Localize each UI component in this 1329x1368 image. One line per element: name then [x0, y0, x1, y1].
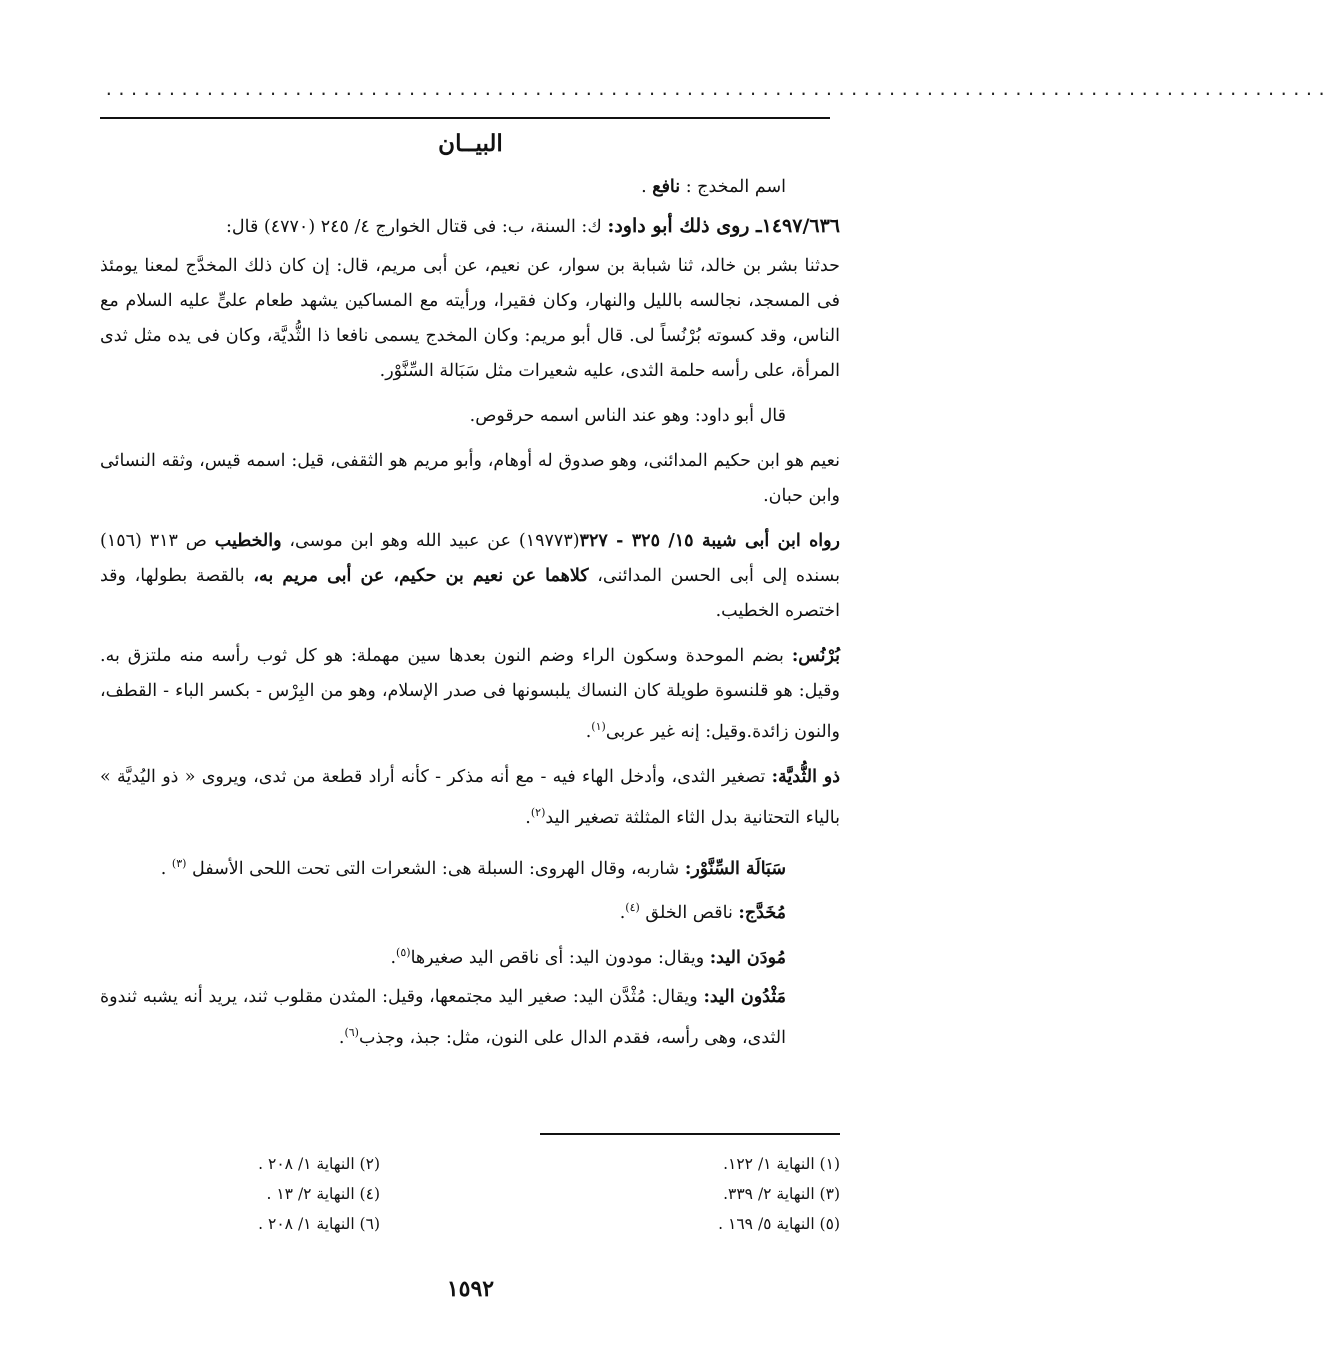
paragraph-mukhaddaj: مُخَدَّج: ناقص الخلق $^{(٤)}$.	[619, 901, 786, 924]
footnote-ref: (١)	[591, 720, 606, 733]
header-rule	[100, 117, 830, 119]
main-text	[100, 170, 840, 1066]
footnote-2: (٢) النهاية ١/ ٢٠٨ .	[258, 1155, 380, 1173]
footnote-ref: (٦)	[344, 1026, 359, 1040]
footnote-6: (٦) النهاية ١/ ٢٠٨ .	[258, 1215, 380, 1233]
footnote-rule	[540, 1133, 840, 1135]
name-bold: نافع	[652, 177, 681, 197]
paragraph-name: اسم المخدج : نافع .	[641, 177, 786, 197]
footnote-1: (١) النهاية ١/ ١٢٢.	[723, 1155, 840, 1173]
paragraph-sabala: سَبَالَة السِّنَّوْر: شاربه، وقال الهروى: السبلة هى: الشعرات التى تحت اللحى الأسفل $^{(٣)}$ .	[160, 856, 786, 879]
footnotes	[100, 1149, 840, 1239]
footnote-ref: (٥)	[396, 946, 411, 960]
paragraph-thudayya: ذو الثُّديَّة: تصغير الثدى، وأدخل الهاء فيه - مع أنه مذكر - كأنه أراد قطعة من ثدى، ويروى « ذو اليُديَّة » بالياء التحتانية بدل الثاء المثلثة تصغير اليد$^{(٢)}$.	[100, 766, 840, 828]
paragraph-abu-dawud: قال أبو داود: وهو عند الناس اسمه حرقوص.	[469, 406, 786, 426]
paragraph-mudan: مُودَن اليد: ويقال: مودون اليد: أى ناقص اليد صغيرها$^{(٥)}$.	[390, 946, 786, 969]
footnote-4: (٤) النهاية ٢/ ١٣ .	[266, 1185, 380, 1203]
header-dotted-line: .................................................................................................	[104, 80, 1329, 99]
paragraph-hadith-ref: ١٤٩٧/٦٣٦ـ روى ذلك أبو داود: ك: السنة، ب: فى قتال الخوارج ٤/ ٢٤٥ (٤٧٧٠) قال:	[226, 215, 840, 237]
paragraph-sources: رواه ابن أبى شيبة ١٥/ ٣٢٥ - ٣٢٧(١٩٧٧٣) عن عبيد الله وهو ابن موسى، والخطيب ص ٣١٣ (١٥٦) بسنده إلى أبى الحسن المدائنى، كلاهما عن نعيم بن حكيم، عن أبى مريم به، بالقصة بطولها، وقد اختصره الخطيب.	[100, 531, 841, 621]
hadith-number: ١٤٩٧/٦٣٦ـ روى ذلك أبو داود:	[607, 215, 840, 237]
paragraph-mathdun: مَثْدُون اليد: ويقال: مُثْدَّن اليد: صغير اليد مجتمعها، وقيل: المثدن مقلوب ثند، يريد أنه يشبه ثندوة الثدى، وهى رأسه، فقدم الدال على النون، مثل: جبذ، وجذب$^{(٦)}$.	[100, 987, 786, 1048]
footnote-5: (٥) النهاية ٥/ ١٦٩ .	[718, 1215, 840, 1233]
paragraph-burnus: بُرْنُس: بضم الموحدة وسكون الراء وضم النون بعدها سين مهملة: هو كل ثوب رأسه منه ملتزق به. وقيل: هو قلنسوة طويلة كان النساك يلبسونها فى صدر الإسلام، وهو من البِرْس - بكسر الباء - القطف، والنون زائدة.وقيل: إنه غير عربى$^{(١)}$.	[100, 646, 840, 742]
footnote-3: (٣) النهاية ٢/ ٣٣٩.	[723, 1185, 840, 1203]
page-number: ١٥٩٢	[446, 1276, 495, 1302]
footnote-ref: (٣)	[171, 856, 187, 870]
footnote-ref: (٤)	[625, 901, 640, 915]
paragraph-narrators: نعيم هو ابن حكيم المدائنى، وهو صدوق له أوهام، وأبو مريم هو الثقفى، قيل: اسمه قيس، وثقه النسائى وابن حبان.	[100, 451, 840, 506]
footnote-ref: (٢)	[530, 805, 546, 819]
paragraph-hadith-text: حدثنا بشر بن خالد، ثنا شبابة بن سوار، عن نعيم، عن أبى مريم، قال: إن كان ذلك المخدَّج لمعنا يومئذ فى المسجد، نجالسه بالليل والنهار، وكان فقيرا، ورأيته مع المساكين يشهد طعام علىٍّ عليه السلام مع الناس، وقد كسوته بُرْنُساً لى. قال أبو مريم: وكان المخدج يسمى نافعا ذا الثُّديَّة، وكان فى يده مثل ثدى المرأة، على رأسه حلمة الثدى، عليه شعيرات مثل سَبَالة السِّنَّوْر.	[100, 256, 840, 381]
section-title: البيــان	[438, 130, 503, 157]
